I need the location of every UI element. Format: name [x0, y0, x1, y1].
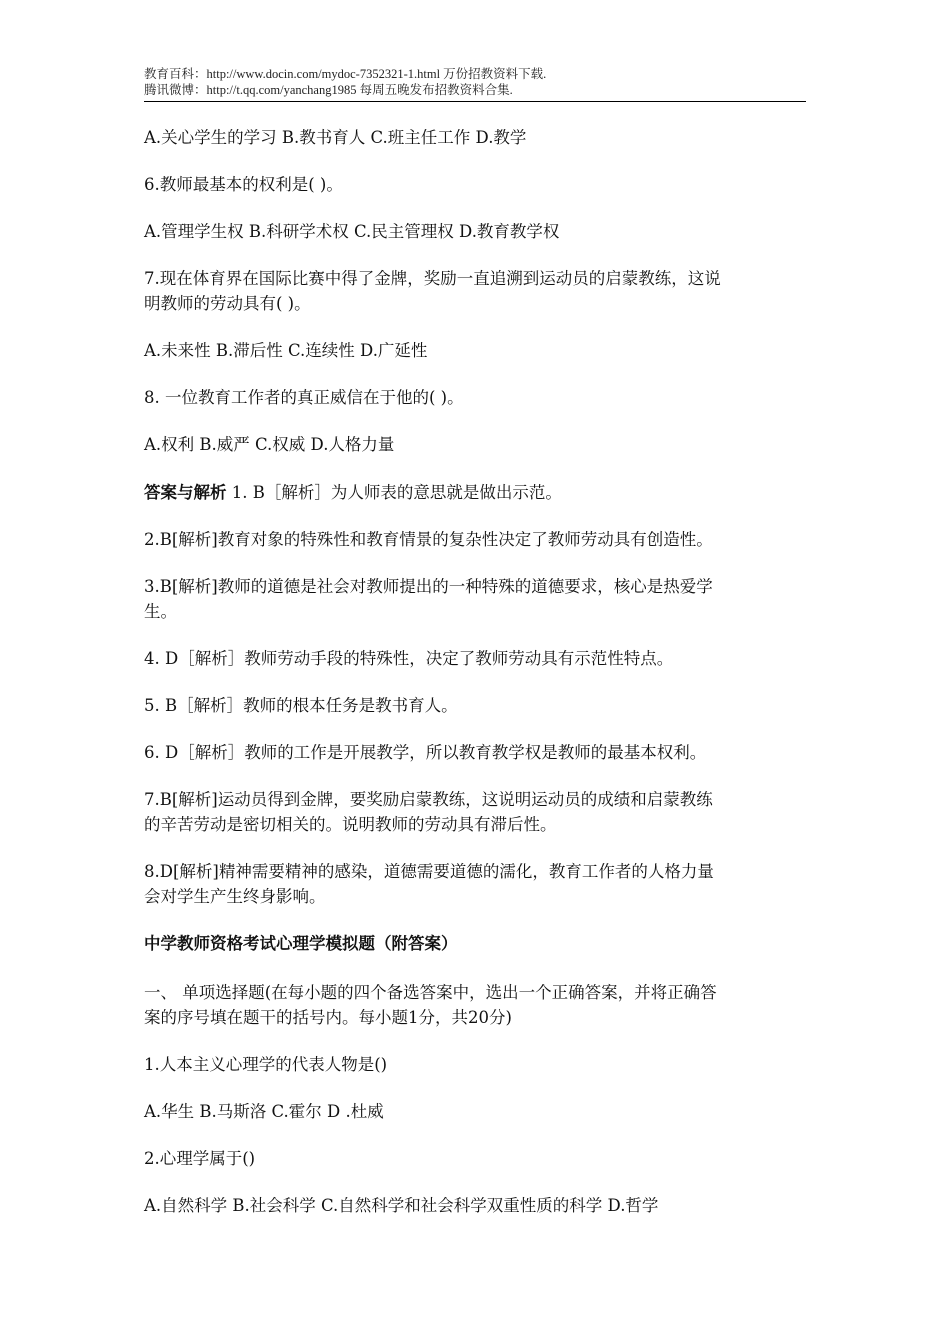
answer-1-text: 1. B［解析］为人师表的意思就是做出示范。	[231, 483, 562, 502]
answer-7-line-2: 的辛苦劳动是密切相关的。说明教师的劳动具有滞后性。	[144, 815, 557, 834]
answer-2: 2.B[解析]教育对象的特殊性和教育情景的复杂性决定了教师劳动具有创造性。	[144, 530, 713, 549]
question-7-line-2: 明教师的劳动具有( )。	[144, 294, 311, 313]
answer-6: 6. D［解析］教师的工作是开展教学，所以教育教学权是教师的最基本权利。	[144, 743, 707, 762]
answer-8-line-1: 8.D[解析]精神需要精神的感染，道德需要道德的濡化，教育工作者的人格力量	[144, 862, 714, 881]
psych-question-1: 1.人本主义心理学的代表人物是()	[144, 1055, 388, 1074]
psych-question-2-options: A.自然科学 B.社会科学 C.自然科学和社会科学双重性质的科学 D.哲学	[144, 1196, 659, 1215]
question-6: 6.教师最基本的权利是( )。	[144, 175, 343, 194]
answer-1	[144, 480, 810, 505]
header-line-2: 腾讯微博：http://t.qq.com/yanchang1985 每周五晚发布招教资料合集.	[144, 83, 513, 97]
section-intro-line-2: 案的序号填在题干的括号内。每小题1分，共20分)	[144, 1008, 512, 1027]
question-6-options: A.管理学生权 B.科研学术权 C.民主管理权 D.教育教学权	[144, 222, 560, 241]
question-5-options: A.关心学生的学习 B.教书育人 C.班主任工作 D.教学	[144, 128, 527, 147]
header-divider	[144, 101, 806, 102]
question-8-options: A.权利 B.威严 C.权威 D.人格力量	[144, 435, 395, 454]
header-line-1: 教育百科：http://www.docin.com/mydoc-7352321-1.html 万份招教资料下载.	[144, 67, 547, 81]
document-header	[144, 66, 806, 98]
answers-heading: 答案与解析	[144, 483, 227, 502]
section-intro-line-1: 一、 单项选择题(在每小题的四个备选答案中，选出一个正确答案，并将正确答	[144, 983, 717, 1002]
question-8: 8. 一位教育工作者的真正威信在于他的( )。	[144, 388, 464, 407]
answer-4: 4. D［解析］教师劳动手段的特殊性，决定了教师劳动具有示范性特点。	[144, 649, 674, 668]
answer-3-line-2: 生。	[144, 602, 177, 621]
answer-3-line-1: 3.B[解析]教师的道德是社会对教师提出的一种特殊的道德要求，核心是热爱学	[144, 577, 713, 596]
answer-7-line-1: 7.B[解析]运动员得到金牌，要奖励启蒙教练，这说明运动员的成绩和启蒙教练	[144, 790, 713, 809]
question-7-line-1: 7.现在体育界在国际比赛中得了金牌，奖励一直追溯到运动员的启蒙教练，这说	[144, 269, 721, 288]
psych-question-1-options: A.华生 B.马斯洛 C.霍尔 D .杜威	[144, 1102, 384, 1121]
question-7-options: A.未来性 B.滞后性 C.连续性 D.广延性	[144, 341, 428, 360]
answer-5: 5. B［解析］教师的根本任务是教书育人。	[144, 696, 458, 715]
answer-8-line-2: 会对学生产生终身影响。	[144, 887, 326, 906]
section-title: 中学教师资格考试心理学模拟题（附答案）	[144, 934, 458, 953]
psych-question-2: 2.心理学属于()	[144, 1149, 256, 1168]
